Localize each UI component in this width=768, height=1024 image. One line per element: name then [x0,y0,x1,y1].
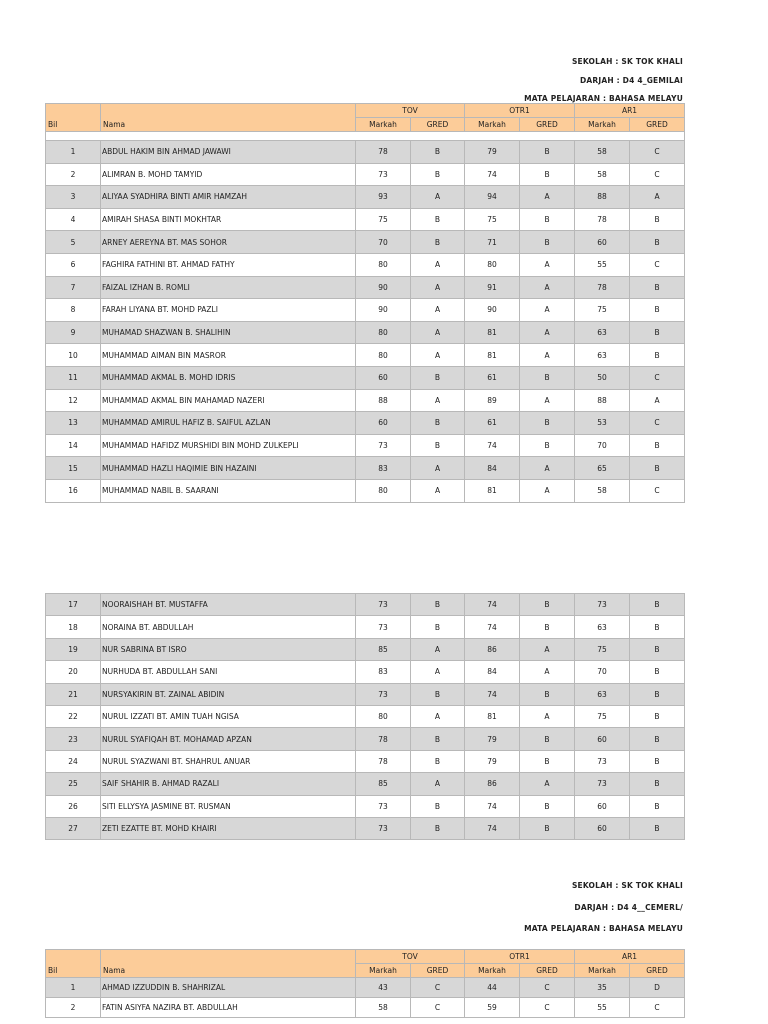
otr1-gred-cell: B [520,366,575,389]
ar1-markah-cell: 60 [575,231,630,254]
bil-cell: 10 [46,344,101,367]
otr1-markah-cell: 74 [465,434,520,457]
tov-markah-cell: 85 [356,638,411,660]
table-row [46,231,685,254]
otr1-markah-cell: 79 [465,750,520,772]
ar1-gred-cell: C [630,253,685,276]
bil-cell: 8 [46,299,101,322]
tov-gred-cell: A [411,299,465,322]
ar1-markah-cell: 88 [575,389,630,412]
ar1-gred-cell: B [630,750,685,772]
table-row [46,412,685,435]
tov-header: TOV [356,950,465,964]
ar1-gred-cell: C [630,366,685,389]
table-row [46,594,685,616]
ar1-markah-cell: 60 [575,795,630,817]
ar1-markah-cell: 78 [575,276,630,299]
name-cell: NURHUDA BT. ABDULLAH SANI [101,661,356,683]
table-row [46,479,685,502]
otr1-markah-cell: 75 [465,208,520,231]
tov-markah-cell: 78 [356,750,411,772]
bil-cell: 25 [46,773,101,795]
tov-gred-cell: B [411,163,465,186]
blank-header [101,950,356,964]
bil-cell: 19 [46,638,101,660]
otr1-gred-cell: B [520,594,575,616]
otr1-gred-cell: B [520,163,575,186]
name-cell: SAIF SHAHIR B. AHMAD RAZALI [101,773,356,795]
tov-gred-cell: A [411,638,465,660]
otr1-header: OTR1 [465,950,575,964]
ar1-markah-cell: 53 [575,412,630,435]
table-row [46,434,685,457]
tov-gred-cell: B [411,434,465,457]
bil-cell: 11 [46,366,101,389]
tov-markah-cell: 73 [356,434,411,457]
table-row [46,728,685,750]
name-cell: MUHAMMAD NABIL B. SAARANI [101,479,356,502]
gred-header: GRED [520,964,575,978]
ar1-markah-cell: 63 [575,683,630,705]
bil-header: Bil [46,118,101,132]
bil-cell: 17 [46,594,101,616]
otr1-markah-cell: 91 [465,276,520,299]
ar1-gred-cell: B [630,231,685,254]
blank-header [46,950,101,964]
otr1-markah-cell: 84 [465,661,520,683]
name-cell: ALIMRAN B. MOHD TAMYID [101,163,356,186]
tov-gred-cell: A [411,661,465,683]
table-row [46,661,685,683]
ar1-markah-cell: 35 [575,978,630,998]
bil-cell: 3 [46,186,101,209]
name-cell: FATIN ASIYFA NAZIRA BT. ABDULLAH [101,998,356,1018]
otr1-markah-cell: 94 [465,186,520,209]
tov-markah-cell: 73 [356,795,411,817]
ar1-gred-cell: B [630,638,685,660]
tov-gred-cell: B [411,817,465,839]
ar1-gred-cell: A [630,389,685,412]
name-cell: ALIYAA SYADHIRA BINTI AMIR HAMZAH [101,186,356,209]
tov-markah-cell: 90 [356,276,411,299]
otr1-gred-cell: B [520,750,575,772]
tov-markah-cell: 58 [356,998,411,1018]
bil-cell: 27 [46,817,101,839]
marks-table-3 [45,949,685,1018]
otr1-gred-cell: B [520,434,575,457]
tov-gred-cell: B [411,616,465,638]
name-cell: NURUL IZZATI BT. AMIN TUAH NGISA [101,705,356,727]
ar1-gred-cell: C [630,479,685,502]
ar1-markah-cell: 55 [575,253,630,276]
otr1-markah-cell: 74 [465,795,520,817]
bil-cell: 1 [46,978,101,998]
otr1-markah-cell: 84 [465,457,520,480]
ar1-markah-cell: 60 [575,728,630,750]
ar1-markah-cell: 60 [575,817,630,839]
ar1-markah-cell: 73 [575,750,630,772]
tov-gred-cell: A [411,457,465,480]
table-row [46,141,685,164]
name-cell: NUR SABRINA BT ISRO [101,638,356,660]
name-cell: MUHAMMAD HAZLI HAQIMIE BIN HAZAINI [101,457,356,480]
table-row [46,616,685,638]
ar1-markah-cell: 50 [575,366,630,389]
bil-cell: 5 [46,231,101,254]
class-label: DARJAH : D4 4_GEMILAI [579,76,683,85]
tov-markah-cell: 93 [356,186,411,209]
gred-header: GRED [630,118,685,132]
tov-gred-cell: B [411,683,465,705]
tov-gred-cell: B [411,728,465,750]
tov-markah-cell: 80 [356,321,411,344]
tov-gred-cell: B [411,594,465,616]
ar1-markah-cell: 65 [575,457,630,480]
ar1-markah-cell: 58 [575,479,630,502]
otr1-gred-cell: C [520,978,575,998]
name-cell: MUHAMMAD HAFIDZ MURSHIDI BIN MOHD ZULKEPLI [101,434,356,457]
table-row [46,253,685,276]
otr1-gred-cell: A [520,661,575,683]
gred-header: GRED [411,964,465,978]
ar1-markah-cell: 58 [575,163,630,186]
tov-gred-cell: B [411,208,465,231]
tov-gred-cell: B [411,750,465,772]
otr1-markah-cell: 59 [465,998,520,1018]
ar1-gred-cell: A [630,186,685,209]
otr1-markah-cell: 81 [465,479,520,502]
otr1-gred-cell: B [520,412,575,435]
tov-markah-cell: 78 [356,728,411,750]
tov-gred-cell: C [411,978,465,998]
tov-markah-cell: 43 [356,978,411,998]
ar1-markah-cell: 78 [575,208,630,231]
tov-gred-cell: A [411,773,465,795]
otr1-markah-cell: 79 [465,728,520,750]
tov-gred-cell: C [411,998,465,1018]
otr1-markah-cell: 79 [465,141,520,164]
tov-gred-cell: A [411,276,465,299]
ar1-markah-cell: 55 [575,998,630,1018]
markah-header: Markah [356,964,411,978]
ar1-markah-cell: 88 [575,186,630,209]
otr1-markah-cell: 86 [465,773,520,795]
ar1-markah-cell: 63 [575,321,630,344]
bil-cell: 21 [46,683,101,705]
otr1-markah-cell: 81 [465,705,520,727]
tov-gred-cell: A [411,344,465,367]
bil-cell: 18 [46,616,101,638]
tov-markah-cell: 75 [356,208,411,231]
tov-markah-cell: 80 [356,479,411,502]
bil-cell: 12 [46,389,101,412]
markah-header: Markah [356,118,411,132]
table-row [46,978,685,998]
otr1-markah-cell: 44 [465,978,520,998]
tov-gred-cell: A [411,479,465,502]
table-row [46,750,685,772]
bil-header: Bil [46,964,101,978]
ar1-markah-cell: 70 [575,434,630,457]
ar1-gred-cell: B [630,616,685,638]
ar1-markah-cell: 75 [575,705,630,727]
name-cell: AMIRAH SHASA BINTI MOKHTAR [101,208,356,231]
class-label: DARJAH : D4 4__CEMERL/ [574,903,683,912]
name-cell: MUHAMMAD AMIRUL HAFIZ B. SAIFUL AZLAN [101,412,356,435]
ar1-gred-cell: B [630,457,685,480]
school-label: SEKOLAH : SK TOK KHALI [571,57,683,66]
markah-header: Markah [575,118,630,132]
otr1-markah-cell: 80 [465,253,520,276]
table-row [46,998,685,1018]
otr1-markah-cell: 74 [465,817,520,839]
otr1-markah-cell: 74 [465,163,520,186]
name-cell: ABDUL HAKIM BIN AHMAD JAWAWI [101,141,356,164]
ar1-gred-cell: B [630,817,685,839]
table-row [46,186,685,209]
name-cell: FARAH LIYANA BT. MOHD PAZLI [101,299,356,322]
otr1-markah-cell: 74 [465,683,520,705]
blank-header [101,104,356,118]
name-cell: MUHAMMAD AKMAL B. MOHD IDRIS [101,366,356,389]
bil-cell: 6 [46,253,101,276]
tov-markah-cell: 80 [356,253,411,276]
ar1-gred-cell: D [630,978,685,998]
markah-header: Markah [465,118,520,132]
name-cell: NORAINA BT. ABDULLAH [101,616,356,638]
ar1-markah-cell: 73 [575,594,630,616]
tov-gred-cell: B [411,366,465,389]
otr1-gred-cell: A [520,389,575,412]
tov-gred-cell: A [411,321,465,344]
table-row [46,321,685,344]
ar1-gred-cell: B [630,321,685,344]
name-cell: NURUL SYAZWANI BT. SHAHRUL ANUAR [101,750,356,772]
tov-markah-cell: 60 [356,366,411,389]
name-cell: SITI ELLYSYA JASMINE BT. RUSMAN [101,795,356,817]
bil-cell: 4 [46,208,101,231]
ar1-gred-cell: B [630,661,685,683]
tov-markah-cell: 73 [356,683,411,705]
otr1-gred-cell: A [520,344,575,367]
otr1-gred-cell: B [520,141,575,164]
marks-table-2 [45,593,685,840]
tov-markah-cell: 78 [356,141,411,164]
bil-cell: 22 [46,705,101,727]
school-label: SEKOLAH : SK TOK KHALI [571,881,683,890]
name-cell: NURUL SYAFIQAH BT. MOHAMAD APZAN [101,728,356,750]
otr1-markah-cell: 90 [465,299,520,322]
tov-gred-cell: B [411,141,465,164]
tov-gred-cell: A [411,253,465,276]
ar1-header: AR1 [575,950,685,964]
otr1-markah-cell: 89 [465,389,520,412]
otr1-markah-cell: 61 [465,412,520,435]
tov-markah-cell: 80 [356,344,411,367]
otr1-gred-cell: A [520,479,575,502]
table-row [46,276,685,299]
otr1-gred-cell: B [520,817,575,839]
otr1-gred-cell: A [520,773,575,795]
ar1-markah-cell: 70 [575,661,630,683]
otr1-gred-cell: A [520,638,575,660]
otr1-gred-cell: B [520,795,575,817]
table-row [46,817,685,839]
ar1-markah-cell: 63 [575,616,630,638]
name-cell: NURSYAKIRIN BT. ZAINAL ABIDIN [101,683,356,705]
otr1-markah-cell: 74 [465,616,520,638]
gred-header: GRED [520,118,575,132]
ar1-gred-cell: B [630,276,685,299]
bil-cell: 7 [46,276,101,299]
otr1-gred-cell: C [520,998,575,1018]
table-row [46,683,685,705]
ar1-gred-cell: B [630,299,685,322]
ar1-gred-cell: B [630,773,685,795]
bil-cell: 24 [46,750,101,772]
ar1-gred-cell: B [630,344,685,367]
otr1-markah-cell: 81 [465,344,520,367]
table-row [46,705,685,727]
otr1-markah-cell: 86 [465,638,520,660]
table-row [46,773,685,795]
tov-markah-cell: 83 [356,457,411,480]
bil-cell: 13 [46,412,101,435]
ar1-markah-cell: 63 [575,344,630,367]
table-row [46,344,685,367]
table-row [46,795,685,817]
otr1-gred-cell: B [520,616,575,638]
name-cell: NOORAISHAH BT. MUSTAFFA [101,594,356,616]
bil-cell: 1 [46,141,101,164]
bil-cell: 23 [46,728,101,750]
tov-markah-cell: 85 [356,773,411,795]
header-spacer [46,132,685,141]
ar1-gred-cell: B [630,683,685,705]
tov-header: TOV [356,104,465,118]
ar1-gred-cell: B [630,434,685,457]
tov-markah-cell: 73 [356,817,411,839]
bil-cell: 2 [46,998,101,1018]
otr1-gred-cell: A [520,253,575,276]
tov-markah-cell: 73 [356,594,411,616]
ar1-gred-cell: B [630,705,685,727]
otr1-gred-cell: A [520,705,575,727]
ar1-header: AR1 [575,104,685,118]
name-cell: AHMAD IZZUDDIN B. SHAHRIZAL [101,978,356,998]
tov-gred-cell: A [411,186,465,209]
tov-markah-cell: 90 [356,299,411,322]
tov-markah-cell: 80 [356,705,411,727]
bil-cell: 9 [46,321,101,344]
table-row [46,389,685,412]
ar1-gred-cell: B [630,728,685,750]
name-cell: FAIZAL IZHAN B. ROMLI [101,276,356,299]
tov-gred-cell: A [411,389,465,412]
nama-header: Nama [101,118,356,132]
bil-cell: 16 [46,479,101,502]
tov-markah-cell: 88 [356,389,411,412]
markah-header: Markah [465,964,520,978]
otr1-markah-cell: 81 [465,321,520,344]
otr1-gred-cell: B [520,231,575,254]
gred-header: GRED [630,964,685,978]
name-cell: MUHAMAD SHAZWAN B. SHALIHIN [101,321,356,344]
table-row [46,299,685,322]
ar1-markah-cell: 73 [575,773,630,795]
ar1-gred-cell: C [630,998,685,1018]
ar1-markah-cell: 58 [575,141,630,164]
tov-markah-cell: 73 [356,616,411,638]
name-cell: ZETI EZATTE BT. MOHD KHAIRI [101,817,356,839]
table-row [46,457,685,480]
subject-label: MATA PELAJARAN : BAHASA MELAYU [524,94,683,103]
otr1-gred-cell: A [520,457,575,480]
marks-table-1 [45,103,685,503]
tov-gred-cell: B [411,412,465,435]
otr1-markah-cell: 74 [465,594,520,616]
otr1-gred-cell: A [520,321,575,344]
tov-markah-cell: 70 [356,231,411,254]
bil-cell: 15 [46,457,101,480]
otr1-gred-cell: B [520,728,575,750]
markah-header: Markah [575,964,630,978]
nama-header: Nama [101,964,356,978]
bil-cell: 20 [46,661,101,683]
table-row [46,208,685,231]
otr1-gred-cell: A [520,186,575,209]
table-row [46,366,685,389]
tov-markah-cell: 73 [356,163,411,186]
otr1-gred-cell: B [520,683,575,705]
otr1-gred-cell: A [520,299,575,322]
ar1-gred-cell: C [630,412,685,435]
ar1-gred-cell: C [630,141,685,164]
subject-label: MATA PELAJARAN : BAHASA MELAYU [524,924,683,933]
tov-gred-cell: B [411,231,465,254]
ar1-gred-cell: B [630,594,685,616]
ar1-markah-cell: 75 [575,638,630,660]
name-cell: ARNEY AEREYNA BT. MAS SOHOR [101,231,356,254]
ar1-markah-cell: 75 [575,299,630,322]
ar1-gred-cell: B [630,795,685,817]
tov-gred-cell: A [411,705,465,727]
name-cell: MUHAMMAD AIMAN BIN MASROR [101,344,356,367]
gred-header: GRED [411,118,465,132]
otr1-markah-cell: 61 [465,366,520,389]
bil-cell: 14 [46,434,101,457]
bil-cell: 26 [46,795,101,817]
table-row [46,163,685,186]
ar1-gred-cell: C [630,163,685,186]
bil-cell: 2 [46,163,101,186]
tov-gred-cell: B [411,795,465,817]
otr1-gred-cell: B [520,208,575,231]
blank-header [46,104,101,118]
table-row [46,638,685,660]
name-cell: FAGHIRA FATHINI BT. AHMAD FATHY [101,253,356,276]
otr1-gred-cell: A [520,276,575,299]
ar1-gred-cell: B [630,208,685,231]
otr1-header: OTR1 [465,104,575,118]
tov-markah-cell: 60 [356,412,411,435]
tov-markah-cell: 83 [356,661,411,683]
name-cell: MUHAMMAD AKMAL BIN MAHAMAD NAZERI [101,389,356,412]
otr1-markah-cell: 71 [465,231,520,254]
